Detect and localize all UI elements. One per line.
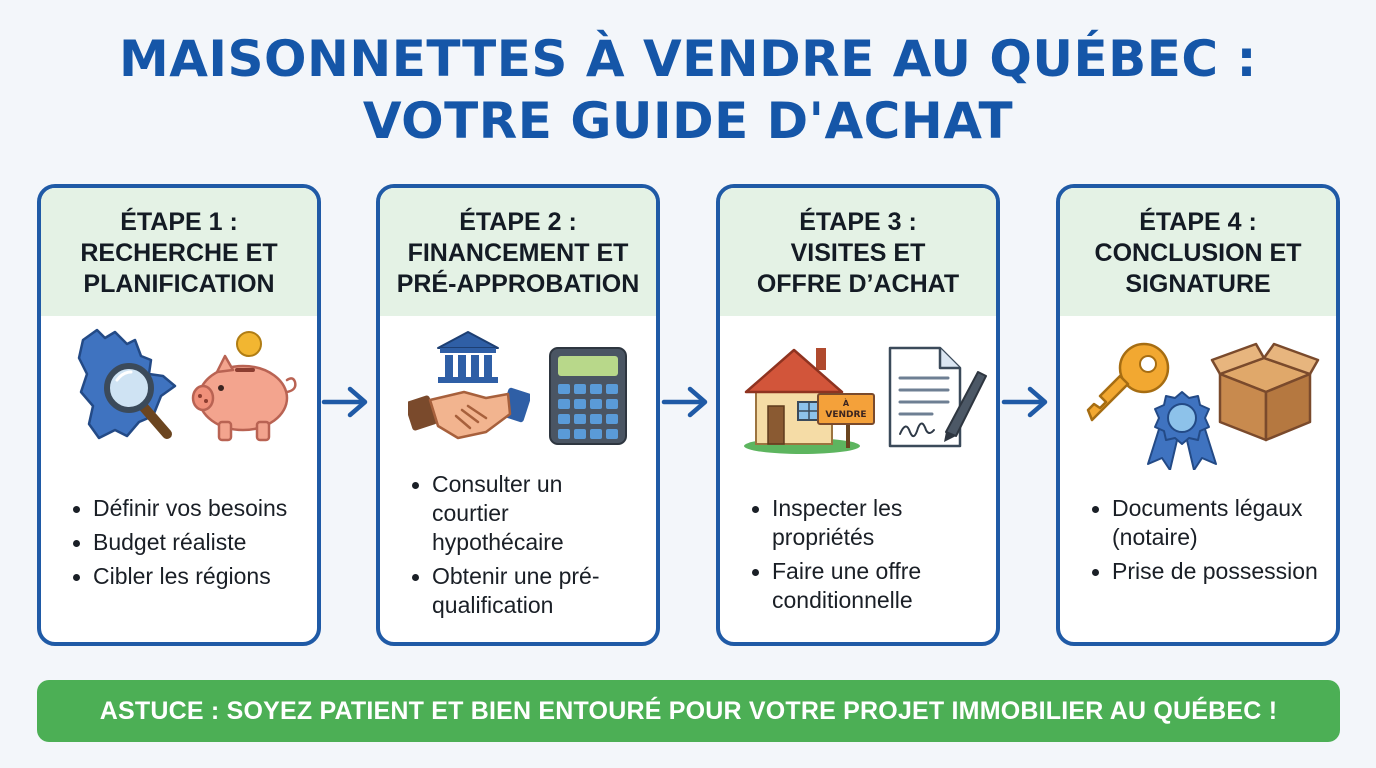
step-icons-4	[1060, 320, 1336, 470]
step-label: ÉTAPE 3 :	[799, 207, 917, 236]
step-title-line: PLANIFICATION	[83, 269, 275, 298]
step-bullets-4	[1060, 494, 1336, 591]
step-title-line: RECHERCHE ET	[80, 238, 278, 267]
step-header-3	[720, 188, 996, 316]
step-bullets-3	[720, 494, 950, 620]
list-item: Budget réaliste	[41, 528, 295, 557]
list-item: Cibler les régions	[41, 562, 295, 591]
for-sale-sign-text: À	[842, 399, 850, 408]
step-label: ÉTAPE 4 :	[1139, 207, 1257, 236]
list-item: Prise de possession	[1060, 557, 1336, 586]
step-label: ÉTAPE 2 :	[459, 207, 577, 236]
step-title-line: OFFRE D’ACHAT	[756, 269, 960, 298]
moving-box-icon	[1210, 340, 1320, 444]
house-for-sale-sign-icon	[742, 342, 876, 456]
quebec-map-magnifier-icon	[75, 326, 185, 448]
step-card-4	[1056, 184, 1340, 646]
arrow-right-icon	[320, 382, 370, 422]
page-title	[0, 28, 1376, 152]
list-item: Inspecter les propriétés	[720, 494, 920, 552]
step-bullets-2	[380, 470, 620, 625]
step-label: ÉTAPE 1 :	[120, 207, 238, 236]
step-header-4	[1060, 188, 1336, 316]
bank-handshake-icon	[408, 330, 530, 448]
award-rosette-icon	[1144, 390, 1220, 470]
step-title-line: FINANCEMENT ET	[407, 238, 629, 267]
step-icons-2	[380, 320, 656, 470]
step-header-2	[380, 188, 656, 316]
step-bullets-1	[41, 494, 295, 596]
title-line-2: VOTRE GUIDE D'ACHAT	[362, 92, 1014, 150]
step-icons-1	[41, 320, 317, 470]
list-item: Définir vos besoins	[41, 494, 295, 523]
arrow-right-icon	[1000, 382, 1050, 422]
list-item: Obtenir une pré-qualification	[380, 562, 620, 620]
step-header-1	[41, 188, 317, 316]
title-line-1: MAISONNETTES À VENDRE AU QUÉBEC :	[118, 30, 1257, 88]
signed-document-pen-icon	[884, 342, 988, 450]
piggy-bank-coin-icon	[191, 330, 303, 446]
step-icons-3	[720, 320, 996, 470]
list-item: Consulter un courtier hypothécaire	[380, 470, 600, 557]
list-item: Faire une offre conditionnelle	[720, 557, 950, 615]
for-sale-sign-text: VENDRE	[825, 410, 867, 420]
step-title-line: VISITES ET	[790, 238, 926, 267]
list-item: Documents légaux (notaire)	[1060, 494, 1336, 552]
step-title-line: PRÉ-APPROBATION	[396, 269, 640, 298]
step-title-line: CONCLUSION ET	[1094, 238, 1302, 267]
step-card-2	[376, 184, 660, 646]
calculator-icon	[548, 346, 628, 446]
arrow-right-icon	[660, 382, 710, 422]
step-card-3	[716, 184, 1000, 646]
step-card-1	[37, 184, 321, 646]
tip-banner: ASTUCE : SOYEZ PATIENT ET BIEN ENTOURÉ POUR VOTRE PROJET IMMOBILIER AU QUÉBEC !	[37, 680, 1340, 742]
step-title-line: SIGNATURE	[1125, 269, 1271, 298]
